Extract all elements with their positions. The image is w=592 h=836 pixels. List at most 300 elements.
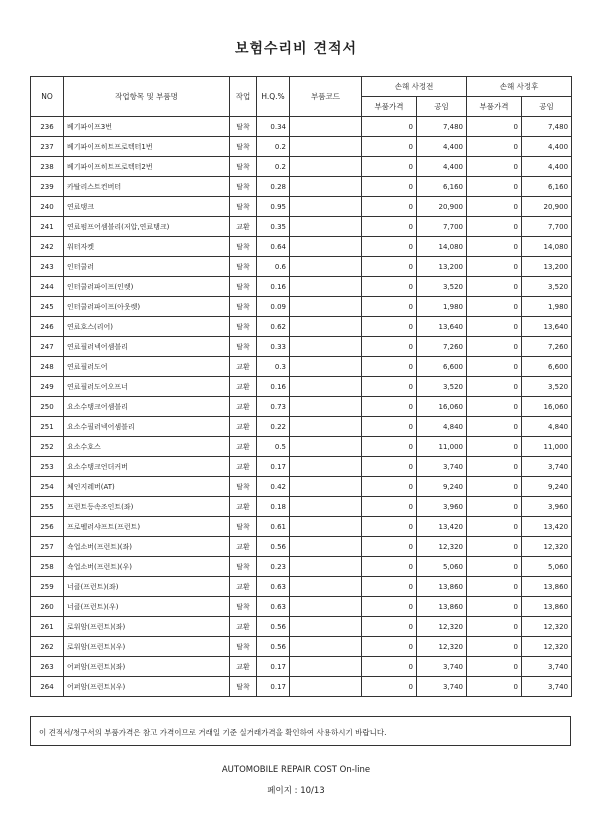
row-after-part-price: 0 [467, 397, 522, 417]
row-after-part-price: 0 [467, 137, 522, 157]
row-after-part-price: 0 [467, 497, 522, 517]
row-before-labor: 13,640 [417, 317, 467, 337]
row-no: 263 [31, 657, 64, 677]
row-hq: 0.63 [257, 577, 290, 597]
row-work-type: 탈착 [230, 257, 257, 277]
row-after-labor: 13,860 [522, 597, 572, 617]
row-no: 236 [31, 117, 64, 137]
header-before-labor: 공임 [417, 97, 467, 117]
row-item-name: 너클(프런트)(우) [64, 597, 230, 617]
row-after-labor: 3,740 [522, 657, 572, 677]
row-no: 261 [31, 617, 64, 637]
row-after-part-price: 0 [467, 177, 522, 197]
row-before-labor: 16,060 [417, 397, 467, 417]
row-before-part-price: 0 [362, 217, 417, 237]
table-row [31, 417, 572, 437]
table-row [31, 557, 572, 577]
table-row [31, 397, 572, 417]
row-before-labor: 12,320 [417, 637, 467, 657]
table-row [31, 657, 572, 677]
row-part-code [290, 397, 362, 417]
row-work-type: 탈착 [230, 277, 257, 297]
row-after-labor: 14,080 [522, 237, 572, 257]
table-row [31, 537, 572, 557]
row-after-labor: 20,900 [522, 197, 572, 217]
header-after-part-price: 부품가격 [467, 97, 522, 117]
row-work-type: 교환 [230, 457, 257, 477]
row-work-type: 교환 [230, 657, 257, 677]
row-before-labor: 3,520 [417, 277, 467, 297]
row-hq: 0.09 [257, 297, 290, 317]
row-no: 244 [31, 277, 64, 297]
row-hq: 0.5 [257, 437, 290, 457]
row-hq: 0.23 [257, 557, 290, 577]
row-after-labor: 12,320 [522, 617, 572, 637]
footer-system-name: AUTOMOBILE REPAIR COST On-line [221, 765, 371, 775]
row-before-labor: 13,200 [417, 257, 467, 277]
row-before-part-price: 0 [362, 577, 417, 597]
row-work-type: 교환 [230, 437, 257, 457]
row-item-name: 체인지레버(AT) [64, 477, 230, 497]
table-header [31, 77, 572, 117]
row-before-labor: 3,740 [417, 657, 467, 677]
table-row [31, 277, 572, 297]
row-before-part-price: 0 [362, 477, 417, 497]
header-item: 작업항목 및 부품명 [64, 77, 230, 117]
row-before-part-price: 0 [362, 657, 417, 677]
row-item-name: 프로펠러샤프트(프런트) [64, 517, 230, 537]
row-hq: 0.22 [257, 417, 290, 437]
table-row [31, 317, 572, 337]
row-after-part-price: 0 [467, 117, 522, 137]
row-hq: 0.16 [257, 377, 290, 397]
row-after-part-price: 0 [467, 597, 522, 617]
row-after-part-price: 0 [467, 377, 522, 397]
row-after-labor: 3,740 [522, 457, 572, 477]
row-before-labor: 9,240 [417, 477, 467, 497]
row-work-type: 교환 [230, 217, 257, 237]
row-after-labor: 12,320 [522, 537, 572, 557]
estimate-table [30, 76, 572, 697]
header-before-part-price: 부품가격 [362, 97, 417, 117]
row-after-labor: 13,420 [522, 517, 572, 537]
table-row [31, 337, 572, 357]
row-item-name: 인터쿨러파이프(인렛) [64, 277, 230, 297]
row-before-part-price: 0 [362, 337, 417, 357]
table-row [31, 237, 572, 257]
table-row [31, 257, 572, 277]
row-before-labor: 7,260 [417, 337, 467, 357]
row-work-type: 탈착 [230, 597, 257, 617]
row-item-name: 요소수탱크언더커버 [64, 457, 230, 477]
row-hq: 0.64 [257, 237, 290, 257]
row-after-part-price: 0 [467, 197, 522, 217]
row-no: 239 [31, 177, 64, 197]
table-row [31, 497, 572, 517]
row-part-code [290, 517, 362, 537]
row-hq: 0.35 [257, 217, 290, 237]
row-item-name: 어퍼암(프런트)(좌) [64, 657, 230, 677]
row-hq: 0.33 [257, 337, 290, 357]
row-before-part-price: 0 [362, 377, 417, 397]
row-part-code [290, 377, 362, 397]
row-no: 246 [31, 317, 64, 337]
row-work-type: 탈착 [230, 477, 257, 497]
row-hq: 0.2 [257, 137, 290, 157]
row-hq: 0.18 [257, 497, 290, 517]
row-after-labor: 4,400 [522, 137, 572, 157]
table-row [31, 677, 572, 697]
row-no: 242 [31, 237, 64, 257]
row-no: 257 [31, 537, 64, 557]
row-after-labor: 12,320 [522, 637, 572, 657]
row-no: 241 [31, 217, 64, 237]
row-after-part-price: 0 [467, 357, 522, 377]
row-before-part-price: 0 [362, 237, 417, 257]
row-after-part-price: 0 [467, 617, 522, 637]
row-before-part-price: 0 [362, 417, 417, 437]
row-no: 259 [31, 577, 64, 597]
row-before-labor: 6,160 [417, 177, 467, 197]
row-after-part-price: 0 [467, 337, 522, 357]
row-part-code [290, 457, 362, 477]
row-after-labor: 16,060 [522, 397, 572, 417]
row-before-part-price: 0 [362, 537, 417, 557]
row-work-type: 탈착 [230, 337, 257, 357]
row-before-part-price: 0 [362, 677, 417, 697]
row-part-code [290, 117, 362, 137]
row-part-code [290, 337, 362, 357]
row-work-type: 교환 [230, 377, 257, 397]
row-after-labor: 9,240 [522, 477, 572, 497]
row-before-part-price: 0 [362, 137, 417, 157]
row-hq: 0.56 [257, 537, 290, 557]
row-hq: 0.73 [257, 397, 290, 417]
row-no: 260 [31, 597, 64, 617]
header-after-adjustment: 손해 사정후 [467, 77, 572, 97]
row-after-labor: 3,520 [522, 277, 572, 297]
row-after-labor: 4,400 [522, 157, 572, 177]
row-before-part-price: 0 [362, 597, 417, 617]
row-before-labor: 5,060 [417, 557, 467, 577]
table-row [31, 297, 572, 317]
row-after-part-price: 0 [467, 297, 522, 317]
row-item-name: 요소수호스 [64, 437, 230, 457]
row-no: 256 [31, 517, 64, 537]
row-no: 264 [31, 677, 64, 697]
row-after-part-price: 0 [467, 517, 522, 537]
row-item-name: 요소수탱크어셈블리 [64, 397, 230, 417]
header-work: 작업 [230, 77, 257, 117]
row-hq: 0.3 [257, 357, 290, 377]
row-after-part-price: 0 [467, 477, 522, 497]
row-hq: 0.62 [257, 317, 290, 337]
row-hq: 0.63 [257, 597, 290, 617]
row-after-part-price: 0 [467, 217, 522, 237]
table-row [31, 197, 572, 217]
row-no: 250 [31, 397, 64, 417]
row-before-labor: 3,740 [417, 677, 467, 697]
table-row [31, 217, 572, 237]
row-item-name: 연료필러넥어셈블리 [64, 337, 230, 357]
row-before-labor: 14,080 [417, 237, 467, 257]
row-before-labor: 3,960 [417, 497, 467, 517]
table-row [31, 637, 572, 657]
row-after-labor: 7,700 [522, 217, 572, 237]
table-row [31, 377, 572, 397]
row-before-labor: 4,840 [417, 417, 467, 437]
row-no: 245 [31, 297, 64, 317]
row-work-type: 탈착 [230, 677, 257, 697]
row-after-part-price: 0 [467, 577, 522, 597]
row-no: 255 [31, 497, 64, 517]
row-part-code [290, 677, 362, 697]
row-part-code [290, 597, 362, 617]
table-row [31, 597, 572, 617]
row-part-code [290, 177, 362, 197]
row-before-part-price: 0 [362, 557, 417, 577]
row-work-type: 탈착 [230, 517, 257, 537]
row-after-part-price: 0 [467, 237, 522, 257]
row-after-labor: 3,960 [522, 497, 572, 517]
row-work-type: 탈착 [230, 317, 257, 337]
row-item-name: 연료펌프어셈블리(저압,연료탱크) [64, 217, 230, 237]
row-hq: 0.61 [257, 517, 290, 537]
row-before-part-price: 0 [362, 277, 417, 297]
row-hq: 0.6 [257, 257, 290, 277]
row-item-name: 베기파이프3번 [64, 117, 230, 137]
header-after-labor: 공임 [522, 97, 572, 117]
row-before-labor: 13,860 [417, 577, 467, 597]
row-before-part-price: 0 [362, 617, 417, 637]
row-hq: 0.56 [257, 617, 290, 637]
row-work-type: 탈착 [230, 157, 257, 177]
row-work-type: 탈착 [230, 237, 257, 257]
row-work-type: 탈착 [230, 557, 257, 577]
row-before-labor: 7,480 [417, 117, 467, 137]
row-after-part-price: 0 [467, 537, 522, 557]
row-item-name: 요소수필러넥어셈블리 [64, 417, 230, 437]
row-part-code [290, 357, 362, 377]
row-before-part-price: 0 [362, 157, 417, 177]
row-no: 240 [31, 197, 64, 217]
row-before-part-price: 0 [362, 317, 417, 337]
row-before-labor: 12,320 [417, 617, 467, 637]
row-item-name: 연료필러도어 [64, 357, 230, 377]
row-after-part-price: 0 [467, 277, 522, 297]
row-after-labor: 13,200 [522, 257, 572, 277]
row-hq: 0.95 [257, 197, 290, 217]
row-after-labor: 3,520 [522, 377, 572, 397]
row-before-labor: 12,320 [417, 537, 467, 557]
row-before-part-price: 0 [362, 177, 417, 197]
row-item-name: 인터쿨러 [64, 257, 230, 277]
header-no: NO [31, 77, 64, 117]
row-item-name: 너클(프런트)(좌) [64, 577, 230, 597]
row-no: 249 [31, 377, 64, 397]
row-part-code [290, 197, 362, 217]
row-hq: 0.34 [257, 117, 290, 137]
table-row [31, 117, 572, 137]
row-after-part-price: 0 [467, 637, 522, 657]
row-before-part-price: 0 [362, 457, 417, 477]
page-title: 보험수리비 견적서 [234, 41, 358, 57]
row-after-part-price: 0 [467, 557, 522, 577]
row-item-name: 워터자켓 [64, 237, 230, 257]
row-item-name: 어퍼암(프런트)(우) [64, 677, 230, 697]
price-notice: 이 견적서/청구서의 부품가격은 참고 가격이므로 거래일 기준 실거래가격을 확인하여 사용하시기 바랍니다. [30, 716, 571, 746]
row-part-code [290, 497, 362, 517]
row-item-name: 카탈리스트컨버터 [64, 177, 230, 197]
row-hq: 0.17 [257, 657, 290, 677]
row-item-name: 인터쿨러파이프(아웃렛) [64, 297, 230, 317]
row-before-labor: 13,420 [417, 517, 467, 537]
row-work-type: 교환 [230, 537, 257, 557]
table-row [31, 157, 572, 177]
row-hq: 0.17 [257, 457, 290, 477]
row-part-code [290, 437, 362, 457]
row-item-name: 프런트등속조인트(좌) [64, 497, 230, 517]
row-no: 243 [31, 257, 64, 277]
row-part-code [290, 637, 362, 657]
table-row [31, 177, 572, 197]
row-before-labor: 20,900 [417, 197, 467, 217]
row-after-part-price: 0 [467, 437, 522, 457]
row-after-labor: 1,980 [522, 297, 572, 317]
row-before-part-price: 0 [362, 117, 417, 137]
row-part-code [290, 577, 362, 597]
row-part-code [290, 537, 362, 557]
row-part-code [290, 157, 362, 177]
row-item-name: 연료호스(리어) [64, 317, 230, 337]
row-hq: 0.16 [257, 277, 290, 297]
row-work-type: 교환 [230, 497, 257, 517]
row-before-labor: 4,400 [417, 137, 467, 157]
row-before-part-price: 0 [362, 517, 417, 537]
row-after-part-price: 0 [467, 657, 522, 677]
row-work-type: 교환 [230, 577, 257, 597]
row-before-labor: 3,740 [417, 457, 467, 477]
row-part-code [290, 657, 362, 677]
row-before-labor: 7,700 [417, 217, 467, 237]
row-after-labor: 7,260 [522, 337, 572, 357]
row-after-part-price: 0 [467, 317, 522, 337]
row-item-name: 베기파이프히트프로텍터1번 [64, 137, 230, 157]
table-row [31, 617, 572, 637]
row-before-labor: 3,520 [417, 377, 467, 397]
row-after-labor: 4,840 [522, 417, 572, 437]
row-no: 248 [31, 357, 64, 377]
header-before-adjustment: 손해 사정전 [362, 77, 467, 97]
row-no: 237 [31, 137, 64, 157]
row-before-part-price: 0 [362, 637, 417, 657]
row-after-part-price: 0 [467, 257, 522, 277]
row-before-part-price: 0 [362, 297, 417, 317]
row-after-part-price: 0 [467, 677, 522, 697]
row-part-code [290, 617, 362, 637]
table-row [31, 577, 572, 597]
row-part-code [290, 257, 362, 277]
row-item-name: 쇽업소버(프런트)(좌) [64, 537, 230, 557]
row-part-code [290, 417, 362, 437]
row-no: 252 [31, 437, 64, 457]
row-no: 253 [31, 457, 64, 477]
row-after-part-price: 0 [467, 417, 522, 437]
row-item-name: 로워암(프런트)(좌) [64, 617, 230, 637]
row-after-labor: 6,600 [522, 357, 572, 377]
row-no: 238 [31, 157, 64, 177]
row-hq: 0.28 [257, 177, 290, 197]
row-no: 258 [31, 557, 64, 577]
row-before-part-price: 0 [362, 497, 417, 517]
row-after-labor: 13,860 [522, 577, 572, 597]
row-before-labor: 11,000 [417, 437, 467, 457]
table-row [31, 477, 572, 497]
row-before-part-price: 0 [362, 257, 417, 277]
row-work-type: 탈착 [230, 137, 257, 157]
row-part-code [290, 297, 362, 317]
row-after-part-price: 0 [467, 157, 522, 177]
row-work-type: 탈착 [230, 297, 257, 317]
row-after-labor: 11,000 [522, 437, 572, 457]
row-work-type: 교환 [230, 417, 257, 437]
row-before-part-price: 0 [362, 357, 417, 377]
row-work-type: 탈착 [230, 177, 257, 197]
row-item-name: 베기파이프히트프로텍터2번 [64, 157, 230, 177]
row-hq: 0.56 [257, 637, 290, 657]
row-no: 262 [31, 637, 64, 657]
row-after-part-price: 0 [467, 457, 522, 477]
row-after-labor: 7,480 [522, 117, 572, 137]
row-before-labor: 13,860 [417, 597, 467, 617]
row-work-type: 탈착 [230, 117, 257, 137]
row-part-code [290, 237, 362, 257]
header-hq: H.Q.% [257, 77, 290, 117]
table-row [31, 137, 572, 157]
row-before-part-price: 0 [362, 437, 417, 457]
row-part-code [290, 477, 362, 497]
row-part-code [290, 557, 362, 577]
row-work-type: 교환 [230, 357, 257, 377]
row-hq: 0.2 [257, 157, 290, 177]
row-before-labor: 4,400 [417, 157, 467, 177]
row-work-type: 탈착 [230, 197, 257, 217]
page-indicator: 페이지 : 10/13 [267, 786, 325, 796]
row-work-type: 교환 [230, 617, 257, 637]
row-part-code [290, 137, 362, 157]
row-work-type: 교환 [230, 397, 257, 417]
row-item-name: 로워암(프런트)(우) [64, 637, 230, 657]
table-row [31, 437, 572, 457]
row-after-labor: 5,060 [522, 557, 572, 577]
row-hq: 0.17 [257, 677, 290, 697]
table-row [31, 517, 572, 537]
row-after-labor: 13,640 [522, 317, 572, 337]
table-row [31, 457, 572, 477]
row-before-part-price: 0 [362, 397, 417, 417]
row-after-labor: 3,740 [522, 677, 572, 697]
row-before-labor: 6,600 [417, 357, 467, 377]
header-part-code: 부품코드 [290, 77, 362, 117]
row-item-name: 연료탱크 [64, 197, 230, 217]
row-no: 254 [31, 477, 64, 497]
row-no: 251 [31, 417, 64, 437]
row-part-code [290, 217, 362, 237]
row-part-code [290, 317, 362, 337]
row-before-labor: 1,980 [417, 297, 467, 317]
table-row [31, 357, 572, 377]
row-hq: 0.42 [257, 477, 290, 497]
